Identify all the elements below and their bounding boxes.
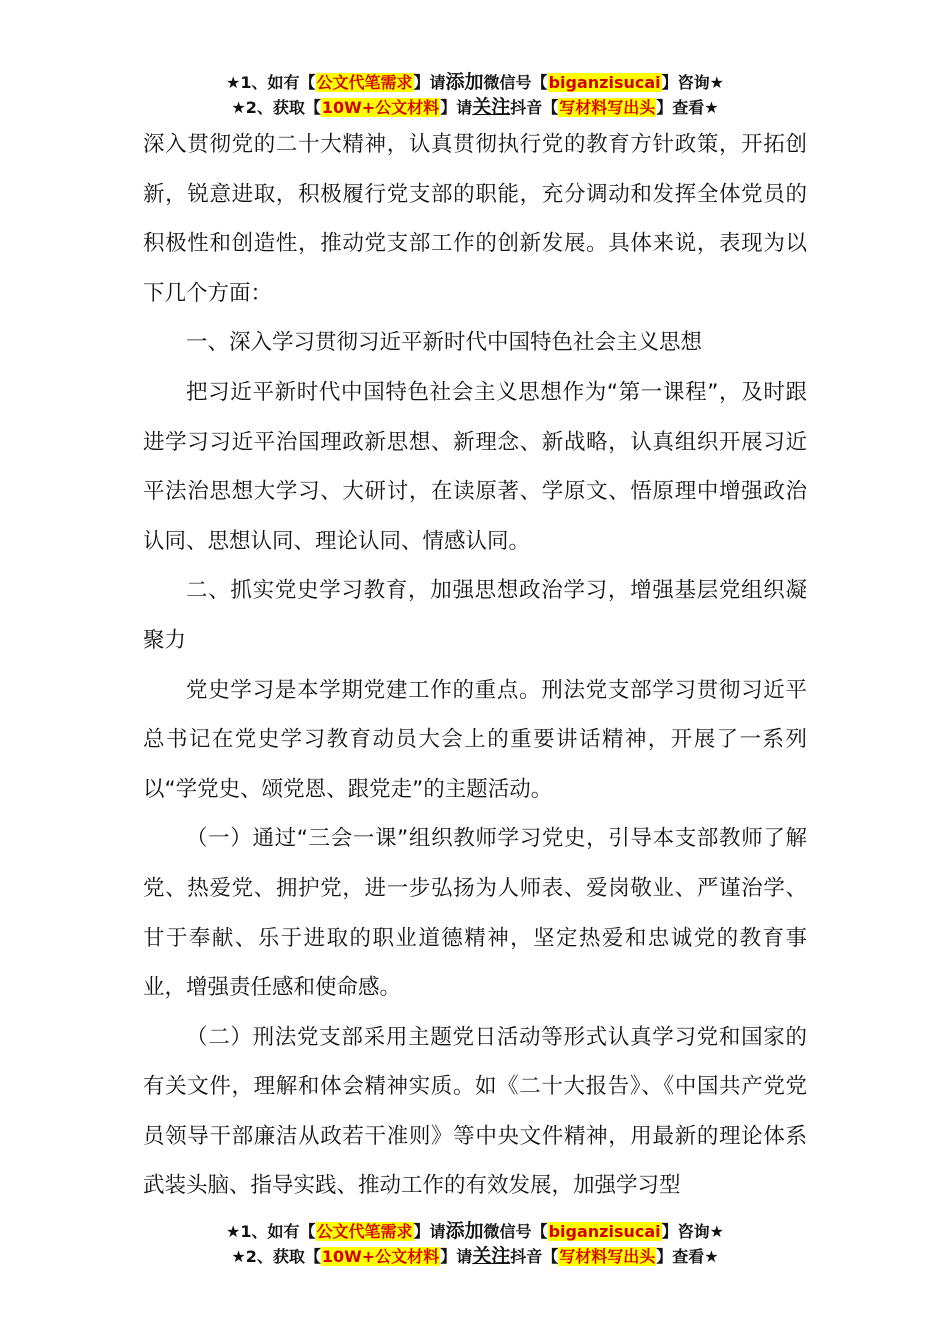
promo-highlight: 10W+公文材料: [321, 1247, 440, 1266]
promo-highlight: biganzisucai: [548, 73, 661, 92]
promo-text: 】请: [440, 1247, 473, 1266]
promo-line-1: [0, 70, 950, 95]
promo-text: 】查看★: [656, 1247, 719, 1266]
promo-highlight: biganzisucai: [548, 1222, 661, 1241]
promo-text: ★2、获取【: [231, 1247, 321, 1266]
promo-emphasis: 添加: [445, 71, 484, 93]
promo-text: 】请: [413, 73, 446, 92]
promo-highlight: 10W+公文材料: [321, 98, 440, 117]
promo-text: 】请: [413, 1222, 446, 1241]
promo-text: 微信号【: [483, 1222, 548, 1241]
promo-text: ★1、如有【: [226, 73, 316, 92]
section-heading: 二、抓实党史学习教育，加强思想政治学习，增强基层党组织凝聚力: [143, 578, 807, 653]
promo-emphasis: 关注: [472, 1245, 511, 1267]
body-paragraph: 党史学习是本学期党建工作的重点。刑法党支部学习贯彻习近平总书记在党史学习教育动员大会上的重要讲话精神，开展了一系列以“学党史、颂党恩、跟党走”的主题活动。: [143, 677, 807, 802]
body-paragraph: （二）刑法党支部采用主题党日活动等形式认真学习党和国家的有关文件，理解和体会精神实质。如《二十大报告》、《中国共产党党员领导干部廉洁从政若干准则》等中央文件精神，用最新的理论体系武装头脑、指导实践、推动工作的有效发展，加强学习型: [143, 1024, 807, 1199]
promo-text: 】请: [440, 98, 473, 117]
promo-highlight: 写材料写出头: [559, 1247, 656, 1266]
body-paragraph: 把习近平新时代中国特色社会主义思想作为“第一课程”，及时跟进学习习近平治国理政新思想、新理念、新战略，认真组织开展习近平法治思想大学习、大研讨，在读原著、学原文、悟原理中增强政治认同、思想认同、理论认同、情感认同。: [143, 379, 807, 554]
promo-text: ★2、获取【: [231, 98, 321, 117]
promo-text: 抖音【: [510, 98, 559, 117]
promo-text: 】咨询★: [661, 1222, 724, 1241]
promo-text: 】查看★: [656, 98, 719, 117]
promo-highlight: 写材料写出头: [559, 98, 656, 117]
promo-banner-bottom: [0, 1219, 950, 1269]
promo-line-2: [0, 1244, 950, 1269]
promo-text: ★1、如有【: [226, 1222, 316, 1241]
body-paragraph: 深入贯彻党的二十大精神，认真贯彻执行党的教育方针政策，开拓创新，锐意进取，积极履行党支部的职能，充分调动和发挥全体党员的积极性和创造性，推动党支部工作的创新发展。具体来说，表现为以下几个方面：: [143, 132, 807, 306]
promo-emphasis: 添加: [445, 1220, 484, 1242]
promo-text: 】咨询★: [661, 73, 724, 92]
promo-line-2: [0, 95, 950, 120]
promo-highlight: 公文代笔需求: [316, 1222, 413, 1241]
promo-banner-top: [0, 70, 950, 120]
section-heading: 一、深入学习贯彻习近平新时代中国特色社会主义思想: [186, 330, 703, 356]
promo-emphasis: 关注: [472, 96, 511, 118]
body-paragraph: （一）通过“三会一课”组织教师学习党史，引导本支部教师了解党、热爱党、拥护党，进一步弘扬为人师表、爱岗敬业、严谨治学、甘于奉献、乐于进取的职业道德精神，坚定热爱和忠诚党的教育事业，增强责任感和使命感。: [143, 826, 807, 1001]
promo-text: 微信号【: [483, 73, 548, 92]
promo-line-1: [0, 1219, 950, 1244]
promo-highlight: 公文代笔需求: [316, 73, 413, 92]
promo-text: 抖音【: [510, 1247, 559, 1266]
document-body: [143, 120, 807, 1211]
